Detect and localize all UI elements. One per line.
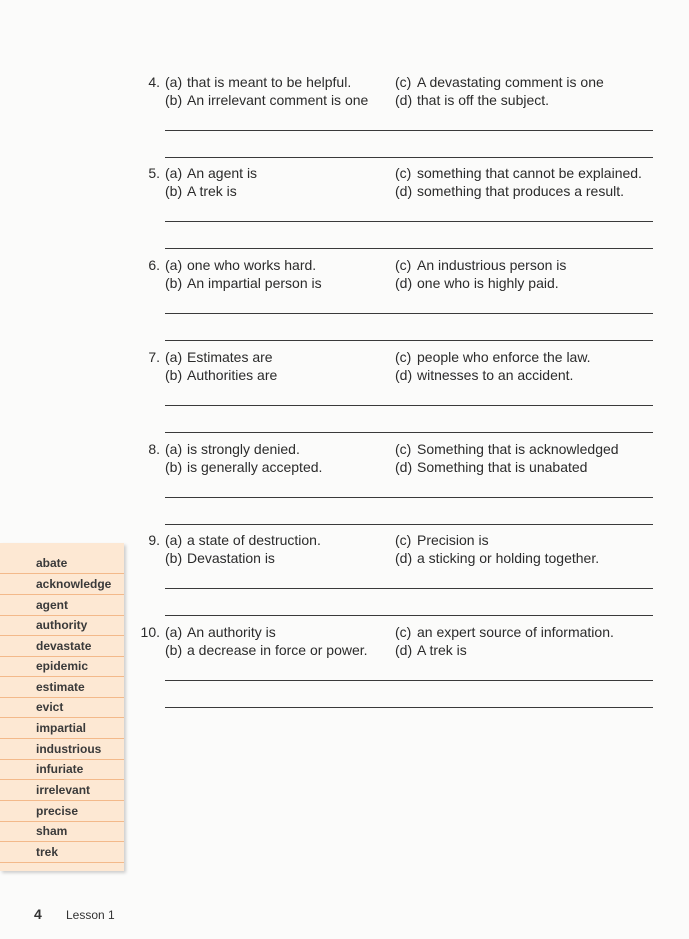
option-b: (b) Authorities are xyxy=(165,367,278,383)
answer-line-2[interactable] xyxy=(165,157,653,158)
answer-line-2[interactable] xyxy=(165,707,653,708)
answer-line-2[interactable] xyxy=(165,615,653,616)
question-number: 6. xyxy=(148,257,160,273)
page-number: 4 xyxy=(34,906,42,922)
question-5 xyxy=(0,164,689,254)
option-c: (c) people who enforce the law. xyxy=(395,349,591,365)
word-list-item: authority xyxy=(0,615,124,636)
word-list-item: estimate xyxy=(0,677,124,698)
option-b: (b) An irrelevant comment is one xyxy=(165,92,369,108)
option-d: (d) Something that is unabated xyxy=(395,459,588,475)
question-8 xyxy=(0,440,689,530)
option-c: (c) an expert source of information. xyxy=(395,624,614,640)
question-7 xyxy=(0,348,689,438)
word-list-item: evict xyxy=(0,697,124,718)
option-c: (c) something that cannot be explained. xyxy=(395,165,642,181)
answer-line-2[interactable] xyxy=(165,432,653,433)
word-list-item: precise xyxy=(0,801,124,822)
word-list-item: industrious xyxy=(0,739,124,760)
option-a: (a) An agent is xyxy=(165,165,258,181)
answer-line-1[interactable] xyxy=(165,405,653,406)
option-a: (a) one who works hard. xyxy=(165,257,317,273)
option-a: (a) is strongly denied. xyxy=(165,441,300,457)
option-d: (d) something that produces a result. xyxy=(395,183,625,199)
answer-line-1[interactable] xyxy=(165,130,653,131)
option-d: (d) witnesses to an accident. xyxy=(395,367,574,383)
option-b: (b) is generally accepted. xyxy=(165,459,323,475)
option-b: (b) a decrease in force or power. xyxy=(165,642,368,658)
question-number: 7. xyxy=(148,349,160,365)
lesson-label: Lesson 1 xyxy=(66,908,115,922)
option-b: (b) Devastation is xyxy=(165,550,275,566)
word-list-item: irrelevant xyxy=(0,780,124,801)
question-number: 9. xyxy=(148,532,160,548)
option-c: (c) Something that is acknowledged xyxy=(395,441,619,457)
answer-line-2[interactable] xyxy=(165,340,653,341)
answer-line-1[interactable] xyxy=(165,221,653,222)
answer-line-1[interactable] xyxy=(165,497,653,498)
word-list-item: trek xyxy=(0,842,124,863)
option-d: (d) one who is highly paid. xyxy=(395,275,559,291)
word-list-item: impartial xyxy=(0,718,124,739)
word-list-item: agent xyxy=(0,595,124,616)
option-c: (c) Precision is xyxy=(395,532,489,548)
question-6 xyxy=(0,256,689,346)
answer-line-1[interactable] xyxy=(165,680,653,681)
option-a: (a) that is meant to be helpful. xyxy=(165,74,352,90)
option-a: (a) a state of destruction. xyxy=(165,532,321,548)
option-a: (a) An authority is xyxy=(165,624,276,640)
word-list-item: abate xyxy=(0,553,124,574)
option-d: (d) A trek is xyxy=(395,642,467,658)
word-list-box xyxy=(0,543,124,871)
question-number: 4. xyxy=(148,74,160,90)
word-list-item: devastate xyxy=(0,636,124,657)
option-b: (b) An impartial person is xyxy=(165,275,322,291)
question-4 xyxy=(0,73,689,163)
answer-line-2[interactable] xyxy=(165,248,653,249)
answer-line-1[interactable] xyxy=(165,313,653,314)
word-list-item: acknowledge xyxy=(0,574,124,595)
option-d: (d) that is off the subject. xyxy=(395,92,550,108)
option-a: (a) Estimates are xyxy=(165,349,273,365)
option-b: (b) A trek is xyxy=(165,183,237,199)
answer-line-2[interactable] xyxy=(165,524,653,525)
answer-line-1[interactable] xyxy=(165,588,653,589)
option-d: (d) a sticking or holding together. xyxy=(395,550,600,566)
question-number: 8. xyxy=(148,441,160,457)
word-list-item: infuriate xyxy=(0,759,124,780)
word-list-item: sham xyxy=(0,821,124,842)
option-c: (c) A devastating comment is one xyxy=(395,74,604,90)
option-c: (c) An industrious person is xyxy=(395,257,567,273)
word-list-item: epidemic xyxy=(0,656,124,677)
question-number: 5. xyxy=(148,165,160,181)
question-number: 10. xyxy=(140,624,160,640)
